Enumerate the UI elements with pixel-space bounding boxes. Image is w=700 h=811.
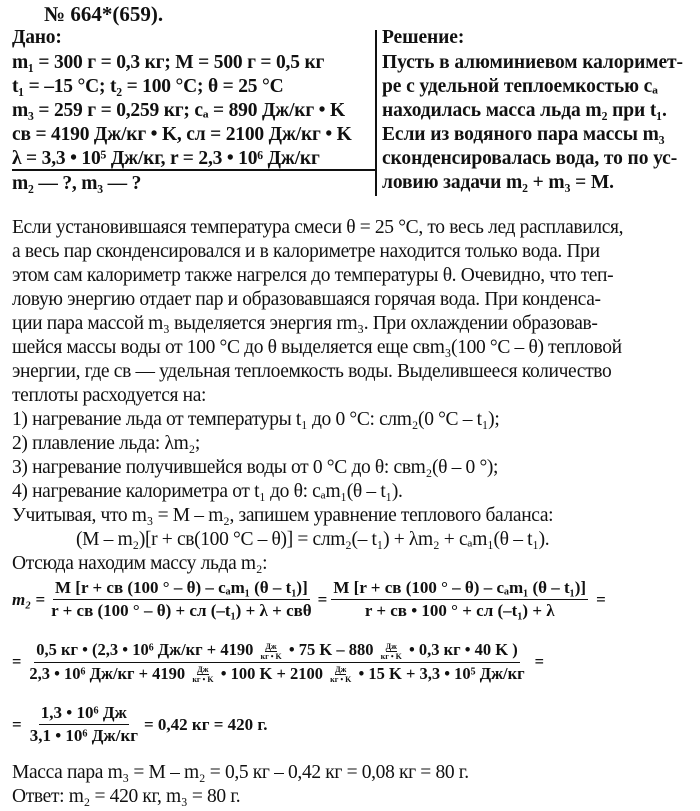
- list-item-2: 2) плавление льда: λm₂;: [12, 433, 200, 454]
- body-line-4: ловую энергию отдает пар и образовавшаяся горячая вода. При конденса-: [12, 289, 601, 310]
- unit-fraction: Дж кг • K: [330, 665, 352, 685]
- solution-heading: Решение:: [382, 27, 465, 48]
- given-find: m₂ — ?, m₃ — ?: [12, 173, 142, 194]
- body-line-5: ции пара массой m₃ выделяется энергия rm₃. При охлаждении образовав-: [12, 313, 598, 334]
- body-line-2: а весь пар сконденсировался и в калориметре находится только вода. При: [12, 241, 600, 262]
- formula-m2-numeric: = 0,5 кг • (2,3 • 10⁶ Дж/кг + 4190 Дж кг • K • 75 K – 880 Дж кг • K • 0,3 кг • 40 K ) 2,3 • 10⁶ Дж/кг + 4190 Дж кг • K • 100 K + 2100 Дж кг • K • 15 K + 3,3 • 10⁵ Дж/кг =: [12, 640, 545, 685]
- solution-line-6: ловию задачи m₂ + m₃ = M.: [382, 172, 614, 193]
- problem-number: № 664*(659).: [44, 2, 164, 26]
- fraction-numeric: 0,5 кг • (2,3 • 10⁶ Дж/кг + 4190 Дж кг • K • 75 K – 880 Дж кг • K • 0,3 кг • 40 K ) 2,3 • 10⁶ Дж/кг + 4190 Дж кг • K • 100 K + 2100 Дж кг • K • 15 K + 3,3 • 10⁵ Дж/кг: [29, 640, 525, 685]
- answer-line: Ответ: m₂ = 420 кг, m₃ = 80 г.: [12, 786, 241, 807]
- given-line-3: m₃ = 259 г = 0,259 кг; cₐ = 890 Дж/кг • K: [12, 100, 345, 121]
- body-line-6: шейся массы воды от 100 °C до θ выделяется еще cвm₃(100 °C – θ) тепловой: [12, 337, 622, 358]
- body-line-3: этом сам калориметр также нагрелся до температуры θ. Очевидно, что теп-: [12, 265, 614, 286]
- solution-line-4: Если из водяного пара массы m₃: [382, 124, 665, 145]
- given-heading: Дано:: [12, 27, 62, 48]
- given-line-1: m₁ = 300 г = 0,3 кг; M = 500 г = 0,5 кг: [12, 52, 325, 73]
- fraction-general-2: $\frac{\text{M [r + cв (100 ° – θ) – cₐm₁ (θ – t₁)]}}{\text{r + cв • 100 ° + cл (–t₁) + λ}}$: [333, 578, 587, 620]
- body-line-1: Если установившаяся температура смеси θ = 25 °C, то весь лед расплавился,: [12, 217, 624, 238]
- column-divider: [375, 30, 377, 196]
- balance-intro: Учитывая, что m₃ = M – m₂, запишем уравнение теплового баланса:: [12, 505, 554, 526]
- list-item-1: 1) нагревание льда от температуры t₁ до 0 °C: cлm₂(0 °C – t₁);: [12, 409, 500, 430]
- solution-line-5: сконденсировалась вода, то по ус-: [382, 148, 678, 169]
- formula-m2-result: = $\frac{\text{1,3 • 10⁶ Дж}}{\text{3,1 • 10⁶ Дж/кг}}$ = 0,42 кг = 420 г.: [12, 703, 268, 745]
- fraction-general-1: $\frac{\text{M [r + cв (100 ° – θ) – cₐm₁ (θ – t₁)]}}{\text{r + cв (100 ° – θ) + cл (–t₁) + λ + cвθ}}$: [51, 578, 312, 620]
- unit-fraction: Дж кг • K: [380, 641, 402, 661]
- mass-vapor-line: Масса пара m₃ = M – m₂ = 0,5 кг – 0,42 кг = 0,08 кг = 80 г.: [12, 762, 469, 783]
- find-m2-text: Отсюда находим массу льда m₂:: [12, 553, 268, 574]
- given-line-2: t₁ = –15 °C; t₂ = 100 °C; θ = 25 °C: [12, 76, 284, 97]
- given-line-4: cв = 4190 Дж/кг • K, cл = 2100 Дж/кг • K: [12, 124, 352, 145]
- unit-fraction: Дж кг • K: [192, 665, 214, 685]
- fraction-result: $\frac{\text{1,3 • 10⁶ Дж}}{\text{3,1 • 10⁶ Дж/кг}}$: [29, 703, 138, 745]
- formula-lhs: m₂ =: [12, 589, 46, 609]
- list-item-3: 3) нагревание получившейся воды от 0 °C до θ: cвm₂(θ – 0 °);: [12, 457, 499, 478]
- list-item-4: 4) нагревание калориметра от t₁ до θ: cₐm₁(θ – t₁).: [12, 481, 403, 502]
- unit-fraction: Дж кг • K: [260, 641, 282, 661]
- body-line-8: теплоты расходуется на:: [12, 385, 207, 406]
- solution-line-3: находилась масса льда m₂ при t₁.: [382, 100, 667, 121]
- given-line-5: λ = 3,3 • 10⁵ Дж/кг, r = 2,3 • 10⁶ Дж/кг: [12, 148, 320, 169]
- given-divider: [12, 169, 376, 171]
- solution-line-1: Пусть в алюминиевом калоримет-: [382, 52, 683, 73]
- solution-line-2: ре с удельной теплоемкостью cₐ: [382, 76, 658, 97]
- formula-m2-general: m₂ = $\frac{\text{M [r + cв (100 ° – θ) – cₐm₁ (θ – t₁)]}}{\text{r + cв (100 ° – θ) + cл (–t₁) + λ + cвθ}}$ = $\frac{\text{M [r + cв (100 ° – θ) – cₐm₁ (θ – t₁)]}}{\text{r + cв • 100 ° + cл (–t₁) + λ}}$ =: [12, 578, 606, 620]
- body-line-7: энергии, где cв — удельная теплоемкость воды. Выделившееся количество: [12, 361, 612, 382]
- balance-equation: (M – m₂)[r + cв(100 °C – θ)] = cлm₂(– t₁) + λm₂ + cₐm₁(θ – t₁).: [76, 529, 550, 550]
